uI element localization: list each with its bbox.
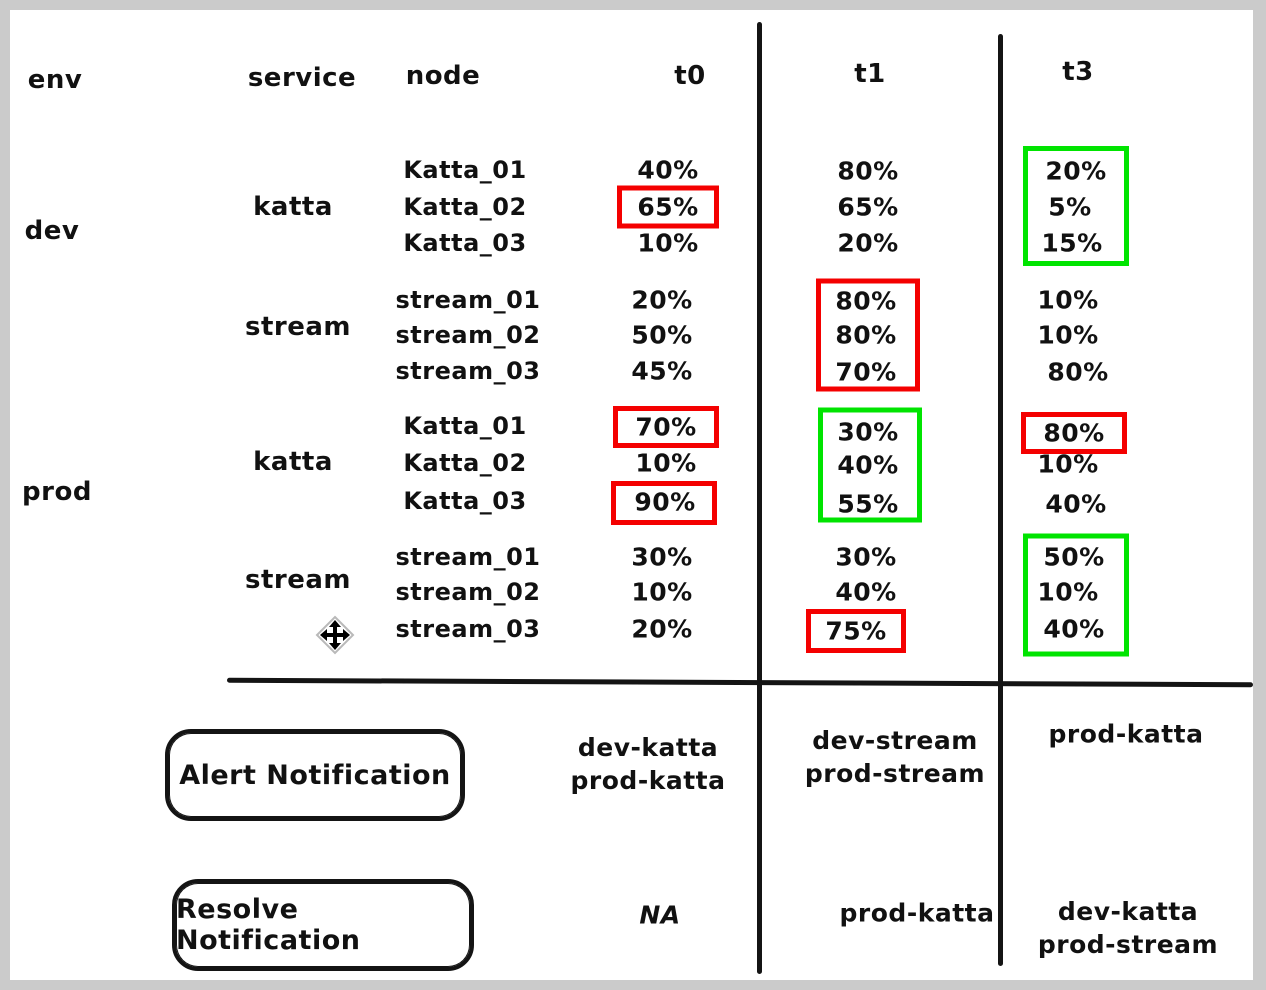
resolve-t0-cell (639, 899, 680, 932)
t1-value: 40% (837, 450, 899, 480)
service-label: katta (253, 447, 333, 477)
t0-value: 70% (635, 412, 697, 442)
t0-value: 10% (631, 577, 693, 607)
t0-value: 20% (631, 614, 693, 644)
resolve-notification-label: Resolve Notification (176, 894, 361, 956)
highlight-box-red-prod-katta01-t3 (1021, 412, 1127, 454)
node-label: Katta_03 (403, 487, 527, 515)
t1-value: 75% (825, 616, 887, 646)
header-t0: t0 (674, 61, 706, 91)
node-label: stream_01 (395, 543, 541, 571)
node-label: Katta_01 (403, 156, 527, 184)
node-label: stream_02 (395, 578, 541, 606)
resolve-t0-line1: NA (639, 900, 681, 930)
t0-value: 20% (631, 285, 693, 315)
highlight-box-red-prod-katta01-t0 (613, 406, 719, 448)
node-label: Katta_02 (403, 449, 527, 477)
t1-value: 30% (837, 417, 899, 447)
highlight-box-red-dev-katta02-t0 (617, 186, 719, 229)
alert-t0-cell (571, 731, 726, 797)
whiteboard-canvas (10, 10, 1253, 980)
alert-t3-line1: prod-katta (1048, 719, 1204, 749)
t3-value: 40% (1043, 614, 1105, 644)
t1-value: 30% (835, 542, 897, 572)
column-divider-t0-t1 (757, 22, 762, 974)
service-label: stream (245, 312, 351, 342)
resolve-t1-line1: prod-katta (839, 898, 995, 928)
service-label: stream (245, 565, 351, 595)
resolve-t3-line2: prod-stream (1037, 930, 1219, 959)
header-service: service (247, 63, 357, 93)
move-cursor-icon (315, 615, 355, 659)
alert-t1-line1: dev-stream (812, 726, 978, 755)
t0-value: 10% (637, 228, 699, 258)
t1-value: 70% (835, 357, 897, 387)
resolve-t3-line1: dev-katta (1057, 897, 1199, 926)
node-label: stream_03 (395, 615, 541, 643)
node-label: Katta_02 (403, 193, 527, 221)
t0-value: 40% (637, 155, 699, 185)
highlight-box-green-prod-katta-t1 (818, 408, 922, 523)
t3-value: 15% (1041, 228, 1103, 258)
t1-value: 55% (837, 489, 899, 519)
node-label: Katta_01 (403, 412, 527, 440)
t3-value: 80% (1047, 357, 1109, 387)
t3-value: 10% (1037, 285, 1099, 315)
node-label: stream_02 (395, 321, 541, 349)
t0-value: 10% (635, 448, 697, 478)
header-t3: t3 (1062, 57, 1094, 87)
t0-value: 45% (631, 356, 693, 386)
t3-value: 80% (1043, 418, 1105, 448)
t0-value: 50% (631, 320, 693, 350)
service-label: katta (253, 192, 333, 222)
highlight-box-red-prod-katta03-t0 (611, 481, 717, 525)
t0-value: 30% (631, 542, 693, 572)
t1-value: 80% (835, 286, 897, 316)
t3-value: 10% (1037, 577, 1099, 607)
alert-t0-line1: dev-katta (577, 733, 719, 762)
highlight-box-green-prod-stream-t3 (1023, 534, 1129, 657)
alert-t1-cell (805, 724, 985, 790)
alert-t0-line2: prod-katta (570, 766, 726, 795)
resolve-t1-cell (840, 897, 995, 930)
header-node: node (405, 61, 481, 91)
t1-value: 80% (835, 320, 897, 350)
node-label: stream_01 (395, 286, 541, 314)
t1-value: 80% (837, 156, 899, 186)
alert-notification-label: Alert Notification (179, 759, 451, 791)
column-divider-t1-t3 (998, 34, 1003, 966)
env-label-prod: prod (22, 477, 92, 507)
highlight-box-red-prod-stream03-t1 (806, 609, 906, 653)
t0-value: 90% (634, 487, 696, 517)
t3-value: 10% (1037, 320, 1099, 350)
row-divider-horizontal (227, 678, 1253, 687)
t1-value: 40% (835, 577, 897, 607)
alert-t3-cell (1049, 718, 1204, 751)
header-t1: t1 (854, 59, 886, 89)
alert-notification-shape (165, 729, 465, 821)
t1-value: 65% (837, 192, 899, 222)
resolve-notification-shape (172, 879, 474, 971)
env-label-dev: dev (24, 216, 80, 246)
t3-value: 20% (1045, 156, 1107, 186)
resolve-t3-cell (1038, 895, 1218, 961)
highlight-box-green-dev-katta-t3 (1023, 146, 1129, 266)
header-env: env (27, 65, 83, 95)
t3-value: 10% (1037, 449, 1099, 479)
t0-value: 65% (637, 192, 699, 222)
t1-value: 20% (837, 228, 899, 258)
node-label: Katta_03 (403, 229, 527, 257)
t3-value: 50% (1043, 542, 1105, 572)
highlight-box-red-dev-stream-t1 (816, 279, 920, 392)
t3-value: 5% (1048, 192, 1092, 222)
alert-t1-line2: prod-stream (804, 759, 986, 788)
t3-value: 40% (1045, 489, 1107, 519)
node-label: stream_03 (395, 357, 541, 385)
